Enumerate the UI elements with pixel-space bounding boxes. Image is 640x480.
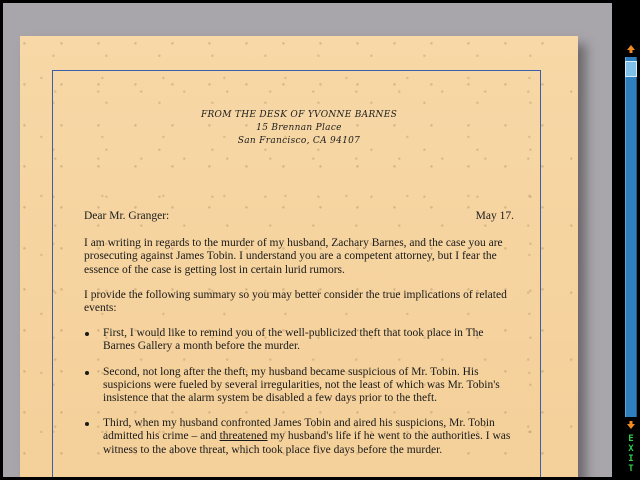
bullet-icon [85, 422, 89, 426]
exit-letter: T [628, 464, 634, 474]
vertical-scrollbar[interactable] [624, 42, 638, 474]
salutation: Dear Mr. Granger: [84, 210, 170, 222]
list-item [84, 366, 514, 406]
letterhead-name: FROM THE DESK OF YVONNE BARNES [200, 110, 398, 120]
list-item-text-part: my husband's life if he went to the authorities. I was witness to the above threat, which took place five days before the murder. [103, 430, 511, 456]
underlined-word: threatened [219, 430, 268, 443]
bullet-icon [85, 371, 89, 375]
letterhead [20, 109, 578, 148]
scroll-track[interactable] [625, 57, 637, 417]
letter-date: May 17. [475, 210, 514, 222]
exit-button[interactable] [624, 433, 638, 475]
list-item-text-part: Third, when my husband confronted James Tobin and aired his suspicions, Mr. Tobin admitted his crime – and [103, 417, 495, 443]
scroll-down-button[interactable] [624, 418, 638, 432]
paragraph-summary: I provide the following summary so you may better consider the true implications of related events: [84, 288, 507, 315]
letterhead-city: San Francisco, CA 94107 [237, 136, 361, 146]
list-item [84, 417, 514, 457]
exit-letter: I [628, 454, 634, 464]
letterhead-street: 15 Brennan Place [256, 123, 342, 133]
arrow-up-icon [626, 44, 636, 54]
bullet-icon [85, 332, 89, 336]
scroll-up-button[interactable] [624, 42, 638, 56]
scroll-thumb[interactable] [625, 61, 637, 77]
paragraph-intro: I am writing in regards to the murder of my husband, Zachary Barnes, and the case you are prosecuting against James Tobin. I understand you are a competent attorney, but I fear the essence of the case is getting lost in certain lurid rumors. [84, 237, 503, 276]
document-viewport [3, 3, 612, 477]
list-item-text: First, I would like to remind you of the well-publicized theft that took place in The Barnes Gallery a month before the murder. [103, 327, 484, 353]
exit-letter: E [628, 434, 634, 444]
events-list [84, 327, 514, 457]
exit-letter: X [628, 444, 634, 454]
list-item-text: Second, not long after the theft, my husband became suspicious of Mr. Tobin. His suspicions were fueled by several irregularities, not the least of which was Mr. Tobin's insistence that the alarm system be disabled a few days prior to the theft. [103, 365, 500, 405]
greeting-row [84, 210, 514, 223]
letter-body [84, 210, 514, 469]
list-item [84, 327, 514, 353]
arrow-down-icon [626, 420, 636, 430]
